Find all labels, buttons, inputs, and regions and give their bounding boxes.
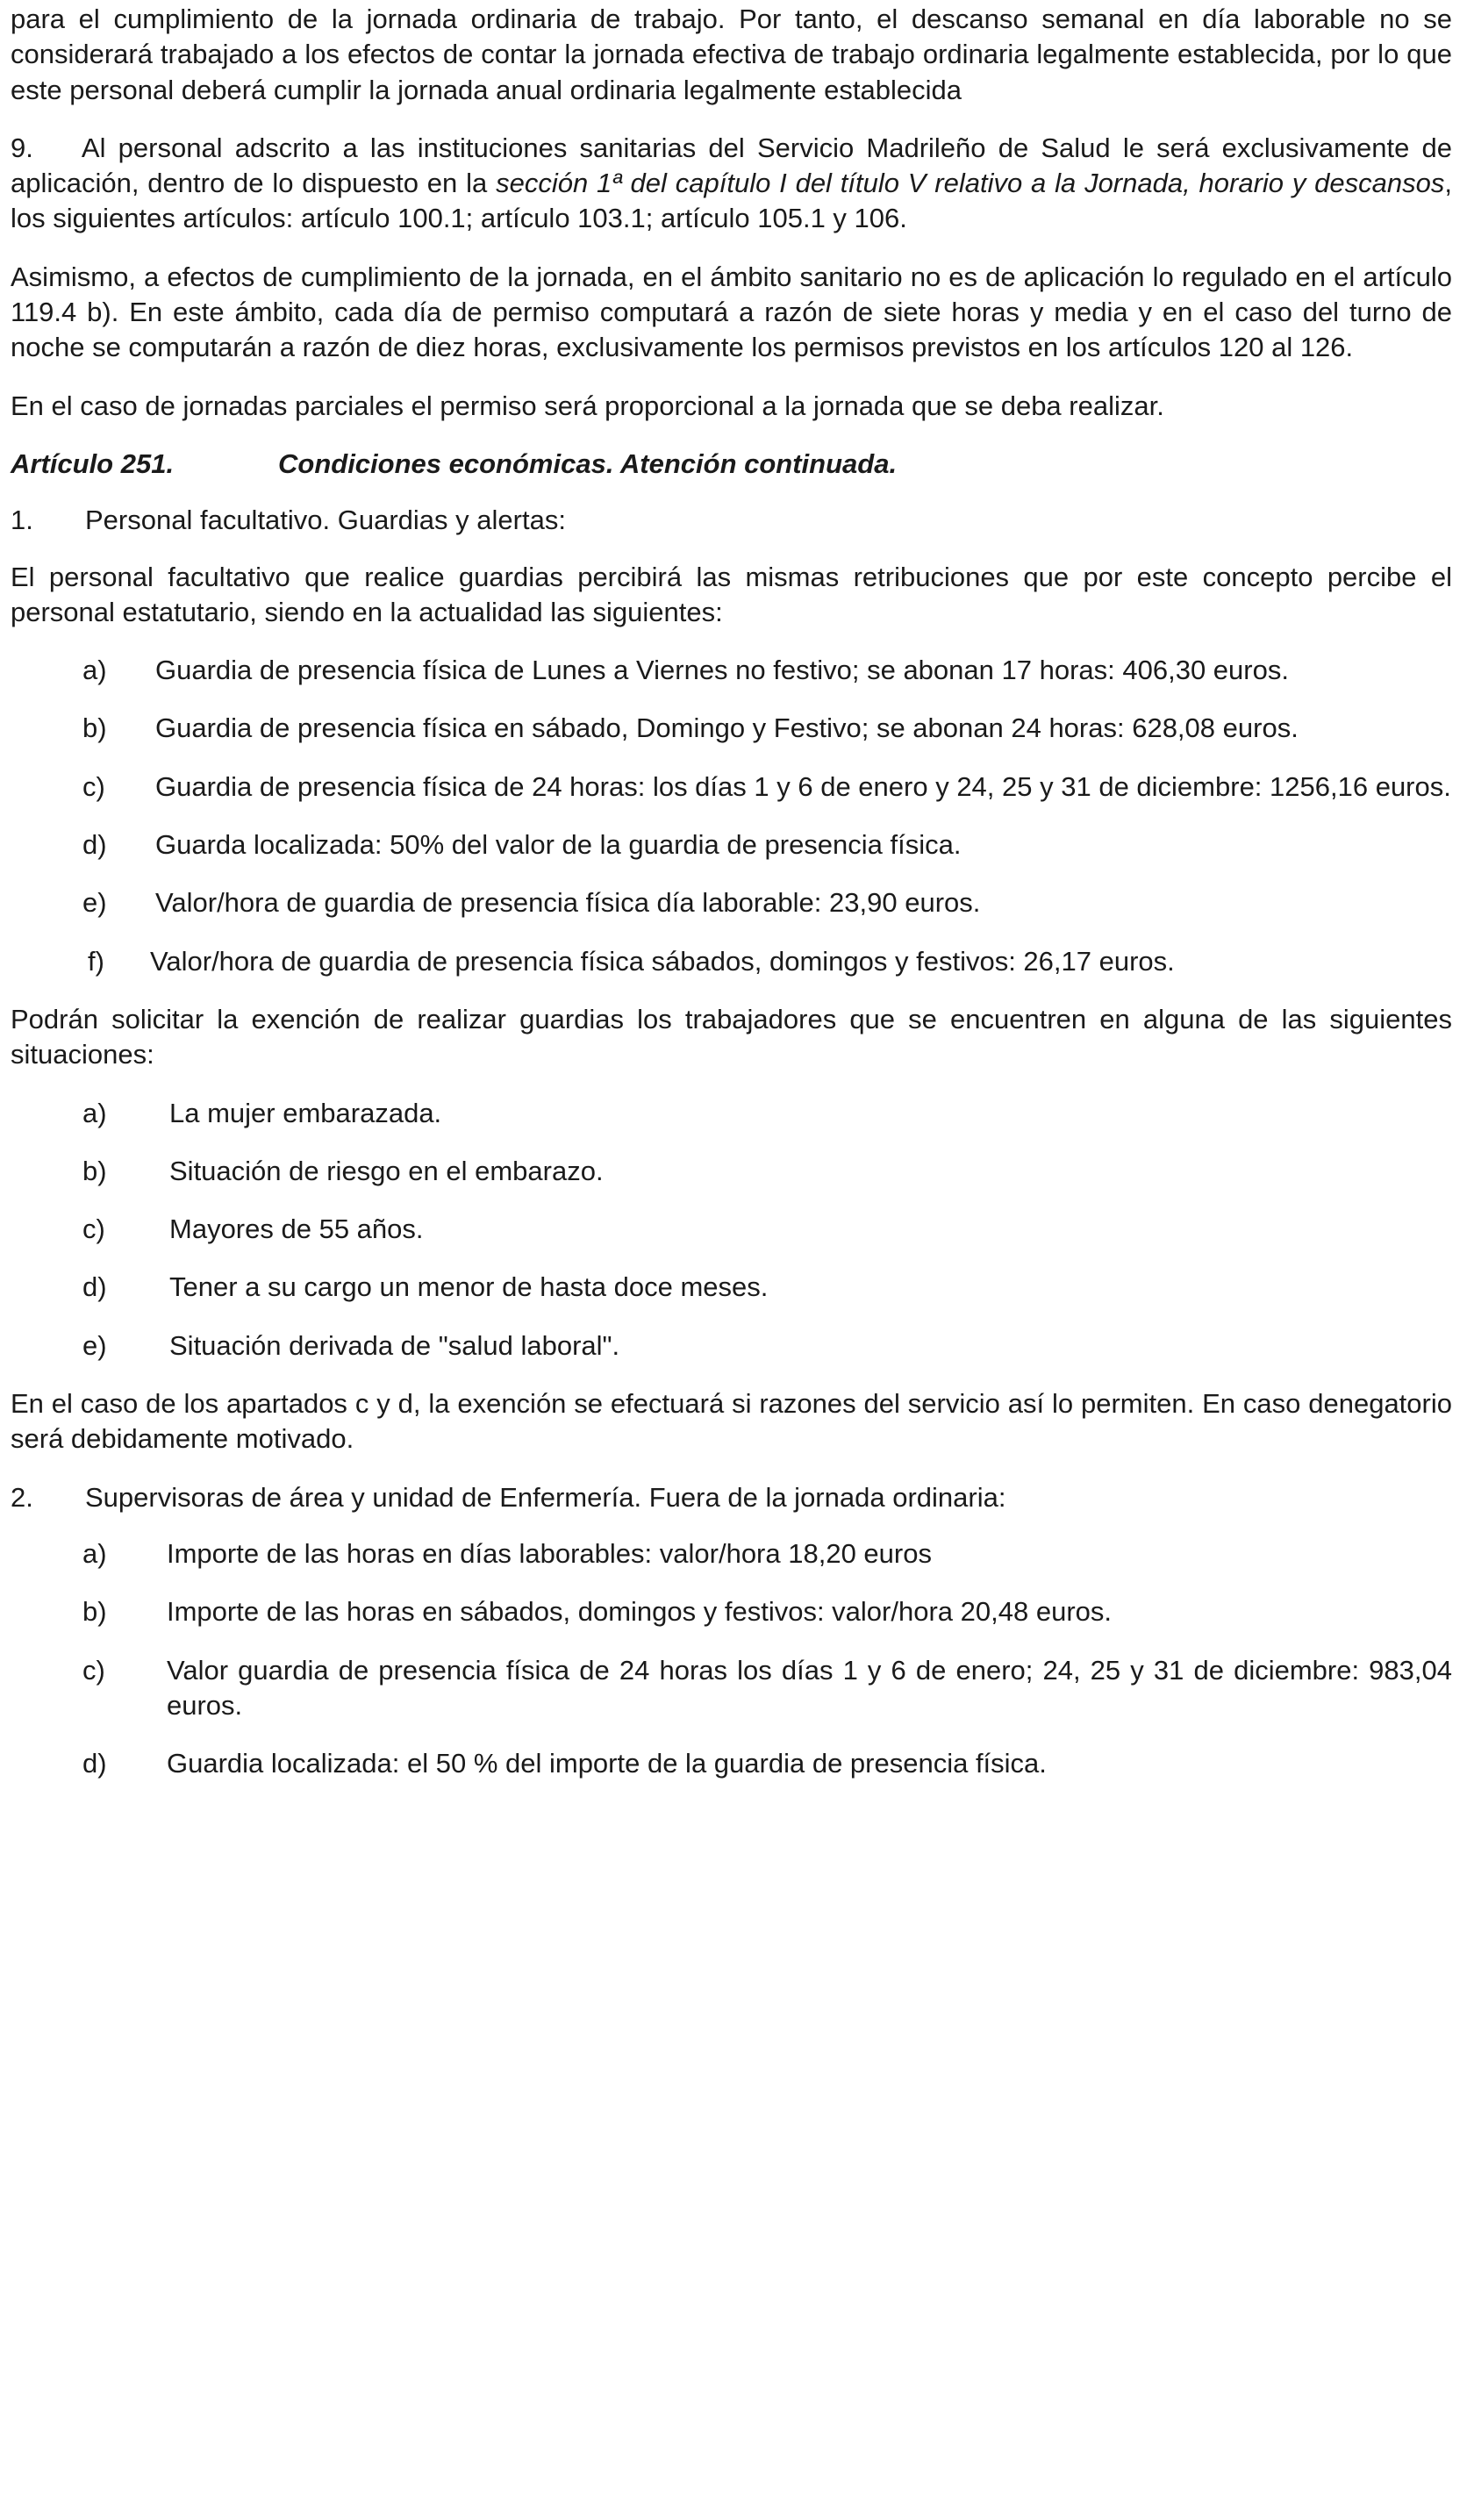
list-item-marker: a): [82, 1537, 107, 1569]
list-item-marker: d): [82, 1748, 107, 1779]
section-1-number: 1.: [11, 505, 33, 536]
list-item: [11, 1594, 1452, 1629]
paragraph-apartados-c-d: En el caso de los apartados c y d, la exención se efectuará si razones del servicio así lo permiten. En caso denegatorio será debidamente motivado.: [11, 1388, 1452, 1455]
article-number: Artículo 251.: [11, 447, 175, 479]
list-item: [11, 653, 1452, 688]
paragraph-apartado-9-italic: sección 1ª del capítulo I del título V relativo a la Jornada, horario y descansos: [496, 168, 1445, 199]
list-item: [11, 1328, 1452, 1364]
section-1-title: Personal facultativo. Guardias y alertas:: [85, 505, 566, 536]
list-item-marker: b): [82, 1596, 107, 1628]
section-2-title: Supervisoras de área y unidad de Enfermería. Fuera de la jornada ordinaria:: [85, 1481, 1006, 1513]
paragraph-apartado-9: [11, 131, 1460, 237]
list-item-text: Valor/hora de guardia de presencia física sábados, domingos y festivos: 26,17 euros.: [150, 945, 1175, 977]
list-item-text: Guardia de presencia física en sábado, Domingo y Festivo; se abonan 24 horas: 628,08 euros.: [155, 712, 1299, 744]
list-item-text: La mujer embarazada.: [169, 1097, 442, 1128]
list-item-marker: b): [82, 1155, 107, 1186]
list-item: [11, 1270, 1452, 1305]
article-title: Condiciones económicas. Atención continuada.: [278, 447, 898, 479]
list-exencion: [11, 1096, 1452, 1364]
list-item-marker: c): [82, 770, 105, 802]
list-item-text: Mayores de 55 años.: [169, 1213, 424, 1245]
list-item-text: Guardia de presencia física de 24 horas: los días 1 y 6 de enero y 24, 25 y 31 de diciembre: 1256,16 euros.: [155, 770, 1451, 802]
list-guardias: [11, 653, 1452, 979]
section-2-number: 2.: [11, 1481, 33, 1513]
article-heading: [11, 447, 1452, 482]
list-item: [11, 827, 1452, 863]
section-2-heading: [11, 1480, 1452, 1515]
paragraph-apartado-9-end: , los siguientes artículos: artículo 100.1; artículo 103.1; artículo 105.1 y 106.: [11, 168, 1453, 234]
list-item-marker: f): [88, 945, 104, 977]
list-item: [11, 1653, 1452, 1724]
list-item-marker: e): [82, 887, 107, 919]
list-item-text: Valor/hora de guardia de presencia física día laborable: 23,90 euros.: [155, 887, 981, 919]
paragraph-apartado-9-start: 9. Al personal adscrito a las instituciones sanitarias del Servicio Madrileño de Salud le será exclusivamente de aplicación, dentro de lo dispuesto en la: [11, 132, 1460, 199]
list-item-marker: b): [82, 712, 107, 744]
document-page: [11, 0, 1460, 1804]
list-item-text: Tener a su cargo un menor de hasta doce meses.: [169, 1271, 769, 1303]
list-item-text: Guardia localizada: el 50 % del importe de la guardia de presencia física.: [167, 1748, 1047, 1779]
list-item-text: Importe de las horas en días laborables: valor/hora 18,20 euros: [167, 1537, 932, 1569]
list-item-text: Situación derivada de "salud laboral".: [169, 1329, 620, 1361]
list-supervisoras: [11, 1536, 1452, 1781]
list-item: [11, 1746, 1452, 1781]
list-item: [11, 944, 1452, 979]
list-item: [11, 1154, 1452, 1189]
list-item: [11, 711, 1452, 746]
paragraph-exencion: Podrán solicitar la exención de realizar guardias los trabajadores que se encuentren en alguna de las siguientes situaciones:: [11, 1003, 1452, 1070]
list-item-text: Situación de riesgo en el embarazo.: [169, 1155, 604, 1186]
list-item-marker: e): [82, 1329, 107, 1361]
list-item: [11, 1096, 1452, 1131]
list-item: [11, 885, 1452, 920]
list-item: [11, 1212, 1452, 1247]
list-item-marker: d): [82, 1271, 107, 1303]
paragraph-jornadas-parciales: En el caso de jornadas parciales el permiso será proporcional a la jornada que se deba realizar.: [11, 390, 1164, 421]
list-item-text: Valor guardia de presencia física de 24 horas los días 1 y 6 de enero; 24, 25 y 31 de diciembre: 983,04 euros.: [167, 1654, 1452, 1721]
paragraph-asimismo: Asimismo, a efectos de cumplimiento de la jornada, en el ámbito sanitario no es de aplicación lo regulado en el artículo 119.4 b). En este ámbito, cada día de permiso computará a razón de siete horas y media y en el caso del turno de noche se computarán a razón de diez horas, exclusivamente los permisos previstos en los artículos 120 al 126.: [11, 261, 1452, 363]
list-item-marker: c): [82, 1654, 105, 1686]
list-item-marker: a): [82, 655, 107, 686]
list-item: [11, 1536, 1452, 1571]
section-1-heading: [11, 503, 1452, 538]
list-item-marker: a): [82, 1097, 107, 1128]
list-item: [11, 770, 1452, 805]
list-item-text: Guardia de presencia física de Lunes a Viernes no festivo; se abonan 17 horas: 406,30 euros.: [155, 655, 1289, 686]
list-item-text: Importe de las horas en sábados, domingos y festivos: valor/hora 20,48 euros.: [167, 1596, 1112, 1628]
paragraph-jornada-ordinaria: para el cumplimiento de la jornada ordinaria de trabajo. Por tanto, el descanso semanal en día laborable no se considerará trabajado a los efectos de contar la jornada efectiva de trabajo ordinaria legalmente establecida, por lo que este personal deberá cumplir la jornada anual ordinaria legalmente establecida: [11, 4, 1452, 105]
list-item-text: Guarda localizada: 50% del valor de la guardia de presencia física.: [155, 829, 962, 861]
list-item-marker: c): [82, 1213, 105, 1245]
list-item-marker: d): [82, 829, 107, 861]
paragraph-personal-facultativo: El personal facultativo que realice guardias percibirá las mismas retribuciones que por este concepto percibe el personal estatutario, siendo en la actualidad las siguientes:: [11, 561, 1452, 627]
